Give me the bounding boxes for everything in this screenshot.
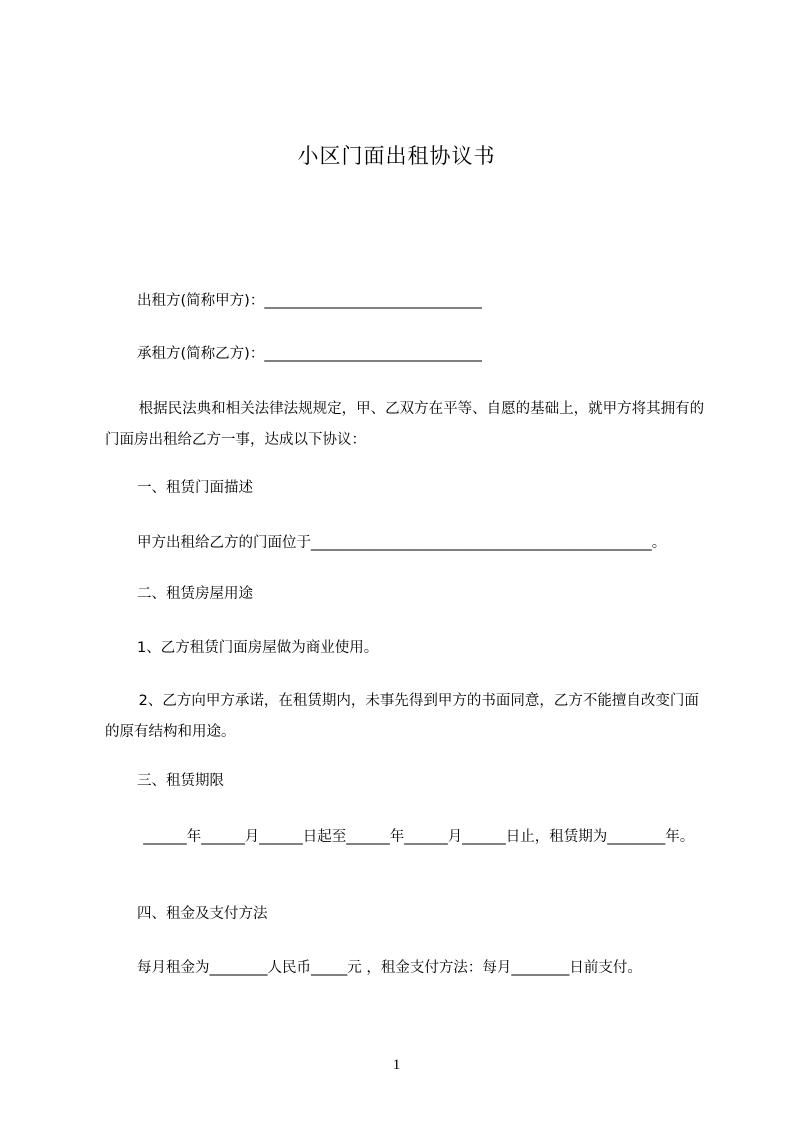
section-4-text: 每月租金为________人民币_____元 ，租金支付方法：每月________日前支付。: [137, 960, 642, 976]
preamble-paragraph: 根据民法典和相关法律法规规定，甲、乙双方在平等、自愿的基础上，就甲方将其拥有的门面房出租给乙方一事，达成以下协议：: [105, 401, 705, 448]
section-4-heading: 四、租金及支付方法: [137, 906, 268, 922]
section-3-text: ______年______月______日起至______年______月______日止，租赁期为________年。: [134, 829, 695, 845]
document-title: 小区门面出租协议书: [297, 144, 496, 168]
page-number: 1: [392, 1057, 401, 1073]
section-1-heading: 一、租赁门面描述: [137, 480, 253, 496]
lessor-line: 出租方(简称甲方)：______________________________: [137, 293, 482, 309]
section-3-heading: 三、租赁期限: [137, 773, 224, 789]
section-2-item-1: 1、乙方租赁门面房屋做为商业使用。: [137, 640, 379, 656]
lessee-line: 承租方(简称乙方)：______________________________: [137, 346, 482, 362]
section-2-heading: 二、租赁房屋用途: [137, 586, 253, 602]
section-2-item-2: 2、乙方向甲方承诺，在租赁期内，未事先得到甲方的书面同意，乙方不能擅自改变门面的原有结构和用途。: [105, 693, 699, 740]
section-1-text: 甲方出租给乙方的门面位于_______________________________________________。: [137, 535, 667, 551]
